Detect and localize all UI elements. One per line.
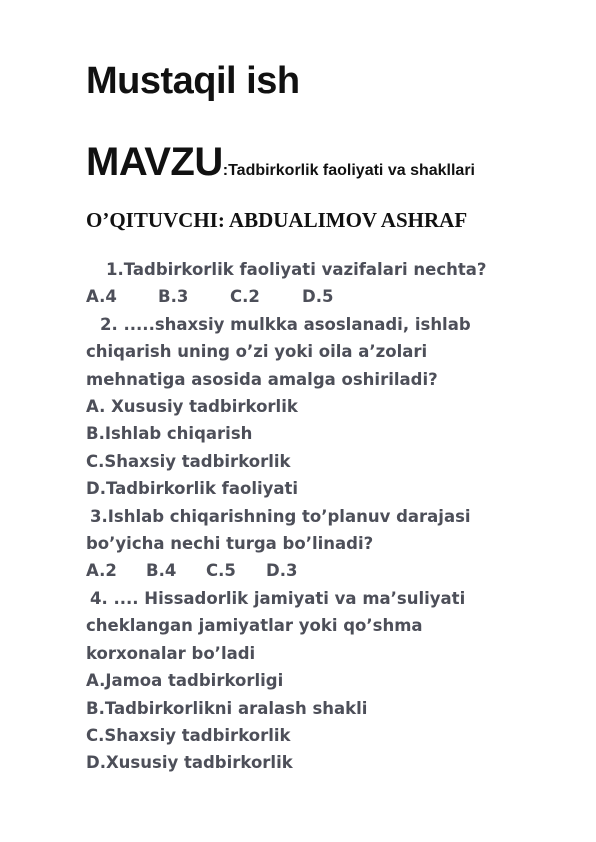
question-2-text-line-1: 2. .....shaxsiy mulkka asoslanadi, ishlab [100, 314, 471, 334]
question-4-option-b: B.Tadbirkorlikni aralash shakli [86, 698, 368, 718]
question-1-text: 1.Tadbirkorlik faoliyati vazifalari nechta? [106, 260, 487, 279]
question-2-option-b: B.Ishlab chiqarish [86, 424, 253, 444]
document-title: Mustaqil ish [86, 60, 300, 102]
question-3-option-c: C.5 [206, 561, 236, 581]
question-2-option-c: C.Shaxsiy tadbirkorlik [86, 451, 291, 471]
question-1-option-a: A.4 [86, 287, 117, 307]
topic-text: :Tadbirkorlik faoliyati va shakllari [222, 162, 475, 179]
question-3-text-line-2: bo’yicha nechi turga bo’linadi? [86, 534, 374, 554]
question-4-text-line-2: cheklangan jamiyatlar yoki qo’shma [86, 616, 423, 636]
topic-label: MAVZU [86, 140, 223, 184]
question-1-option-c: C.2 [230, 287, 260, 307]
question-3-text-line-1: 3.Ishlab chiqarishning to’planuv darajasi [90, 506, 471, 526]
question-4-option-a: A.Jamoa tadbirkorligi [86, 671, 284, 691]
teacher-line: O’QITUVCHI: ABDUALIMOV ASHRAF [86, 208, 468, 232]
question-1-options [86, 283, 546, 310]
topic-line [86, 140, 475, 185]
question-3-options [86, 557, 546, 584]
questions-section [86, 256, 546, 777]
question-4-option-c: C.Shaxsiy tadbirkorlik [86, 725, 291, 745]
question-3-option-b: B.4 [146, 561, 177, 581]
question-1-option-b: B.3 [158, 287, 189, 307]
question-4-text-line-1: 4. .... Hissadorlik jamiyati va ma’suliyati [90, 588, 466, 608]
question-2-text-line-2: chiqarish uning o’zi yoki oila a’zolari [86, 342, 428, 362]
question-2-option-d: D.Tadbirkorlik faoliyati [86, 479, 299, 499]
question-3-option-a: A.2 [86, 561, 117, 581]
question-1-option-d: D.5 [302, 287, 334, 307]
question-2-option-a: A. Xususiy tadbirkorlik [86, 397, 298, 417]
question-4-text-line-3: korxonalar bo’ladi [86, 643, 256, 663]
question-3-option-d: D.3 [266, 561, 298, 581]
question-4-option-d: D.Xususiy tadbirkorlik [86, 753, 293, 773]
question-2-text-line-3: mehnatiga asosida amalga oshiriladi? [86, 369, 438, 389]
